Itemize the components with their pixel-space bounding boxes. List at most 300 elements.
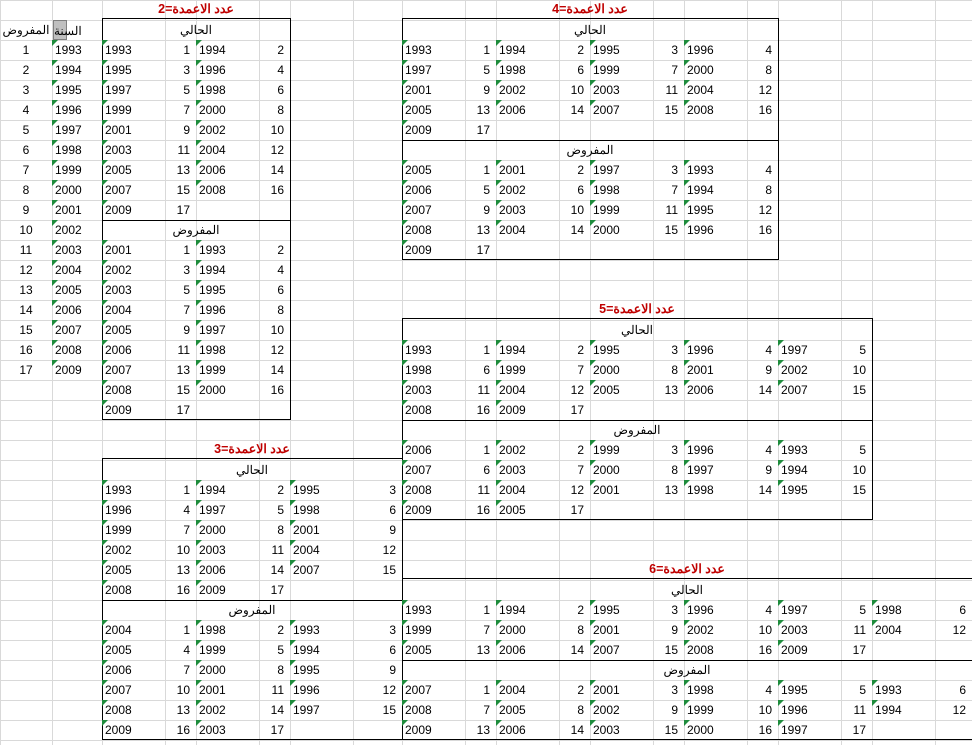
- year-cell[interactable]: 1994: [684, 180, 747, 200]
- year-cell[interactable]: 2003: [496, 200, 559, 220]
- year-cell[interactable]: 2007: [590, 640, 653, 660]
- year-cell[interactable]: 2006: [196, 160, 259, 180]
- index-cell[interactable]: 3: [671, 343, 678, 357]
- year-cell[interactable]: 2008: [102, 700, 165, 720]
- index-cell[interactable]: 12: [570, 383, 584, 397]
- year-cell[interactable]: 2004: [102, 300, 165, 320]
- index-cell[interactable]: 17: [270, 723, 284, 737]
- index-cell[interactable]: 13: [664, 383, 678, 397]
- index-cell[interactable]: 1: [483, 343, 490, 357]
- year-cell[interactable]: 1995: [590, 340, 653, 360]
- index-cell[interactable]: 12: [270, 343, 284, 357]
- index-cell[interactable]: 2: [577, 683, 584, 697]
- year-cell[interactable]: 2007: [402, 200, 465, 220]
- index-cell[interactable]: 7: [671, 183, 678, 197]
- index-cell[interactable]: 9: [765, 463, 772, 477]
- year-cell[interactable]: 1995: [590, 600, 653, 620]
- year-cell[interactable]: 2007: [52, 320, 102, 340]
- year-cell[interactable]: 2009: [102, 720, 165, 740]
- index-cell[interactable]: 3: [183, 63, 190, 77]
- year-cell[interactable]: 1994: [196, 480, 259, 500]
- index-cell[interactable]: 12: [952, 623, 966, 637]
- year-cell[interactable]: 1993: [778, 440, 841, 460]
- index-cell[interactable]: 8: [671, 363, 678, 377]
- index-cell[interactable]: 4: [765, 683, 772, 697]
- year-cell[interactable]: 2004: [496, 220, 559, 240]
- mafrood-cell[interactable]: 4: [22, 103, 30, 117]
- index-cell[interactable]: 13: [176, 563, 190, 577]
- index-cell[interactable]: 14: [570, 643, 584, 657]
- year-cell[interactable]: 1993: [402, 340, 465, 360]
- index-cell[interactable]: 16: [758, 103, 772, 117]
- index-cell[interactable]: 13: [476, 103, 490, 117]
- mafrood-cell[interactable]: 14: [19, 303, 33, 317]
- year-cell[interactable]: 2003: [778, 620, 841, 640]
- year-cell[interactable]: 2008: [684, 100, 747, 120]
- year-cell[interactable]: 1995: [196, 280, 259, 300]
- index-cell[interactable]: 14: [270, 363, 284, 377]
- year-cell[interactable]: 1993: [196, 240, 259, 260]
- index-cell[interactable]: 9: [765, 363, 772, 377]
- mafrood-cell[interactable]: 10: [19, 223, 33, 237]
- year-cell[interactable]: 2004: [496, 480, 559, 500]
- index-cell[interactable]: 11: [177, 143, 190, 157]
- year-cell[interactable]: 2002: [196, 120, 259, 140]
- index-cell[interactable]: 4: [765, 163, 772, 177]
- year-cell[interactable]: 1996: [684, 440, 747, 460]
- year-cell[interactable]: 2000: [52, 180, 102, 200]
- year-cell[interactable]: 2003: [196, 720, 259, 740]
- index-cell[interactable]: 5: [183, 283, 190, 297]
- year-cell[interactable]: 2001: [496, 160, 559, 180]
- year-cell[interactable]: 2007: [290, 560, 353, 580]
- index-cell[interactable]: 10: [852, 463, 866, 477]
- index-cell[interactable]: 5: [859, 603, 866, 617]
- index-cell[interactable]: 13: [476, 643, 490, 657]
- index-cell[interactable]: 11: [477, 483, 490, 497]
- index-cell[interactable]: 14: [570, 723, 584, 737]
- year-cell[interactable]: 1998: [872, 600, 935, 620]
- index-cell[interactable]: 6: [577, 183, 584, 197]
- index-cell[interactable]: 16: [758, 643, 772, 657]
- index-cell[interactable]: 8: [765, 183, 772, 197]
- index-cell[interactable]: 3: [389, 483, 396, 497]
- index-cell[interactable]: 8: [671, 463, 678, 477]
- year-cell[interactable]: 1997: [778, 720, 841, 740]
- year-cell[interactable]: 1996: [290, 680, 353, 700]
- index-cell[interactable]: 4: [277, 263, 284, 277]
- index-cell[interactable]: 17: [570, 503, 584, 517]
- year-cell[interactable]: 2008: [102, 380, 165, 400]
- index-cell[interactable]: 15: [664, 223, 678, 237]
- index-cell[interactable]: 17: [176, 203, 190, 217]
- index-cell[interactable]: 7: [183, 663, 190, 677]
- year-cell[interactable]: 1997: [402, 60, 465, 80]
- index-cell[interactable]: 2: [277, 43, 284, 57]
- index-cell[interactable]: 2: [277, 623, 284, 637]
- index-cell[interactable]: 10: [570, 203, 584, 217]
- year-cell[interactable]: 1997: [196, 320, 259, 340]
- index-cell[interactable]: 11: [177, 343, 190, 357]
- index-cell[interactable]: 4: [765, 443, 772, 457]
- year-cell[interactable]: 1993: [102, 480, 165, 500]
- index-cell[interactable]: 3: [671, 683, 678, 697]
- mafrood-cell[interactable]: 16: [19, 343, 33, 357]
- index-cell[interactable]: 15: [176, 383, 190, 397]
- year-cell[interactable]: 1995: [52, 80, 102, 100]
- year-cell[interactable]: 2005: [52, 280, 102, 300]
- mafrood-cell[interactable]: 8: [22, 183, 30, 197]
- year-cell[interactable]: 1997: [778, 600, 841, 620]
- year-cell[interactable]: 2006: [52, 300, 102, 320]
- index-cell[interactable]: 15: [382, 703, 396, 717]
- index-cell[interactable]: 11: [853, 623, 866, 637]
- year-cell[interactable]: 2004: [684, 80, 747, 100]
- year-cell[interactable]: 1993: [402, 600, 465, 620]
- mafrood-cell[interactable]: 13: [19, 283, 33, 297]
- year-cell[interactable]: 2008: [196, 180, 259, 200]
- index-cell[interactable]: 6: [577, 63, 584, 77]
- index-cell[interactable]: 13: [176, 363, 190, 377]
- index-cell[interactable]: 7: [183, 523, 190, 537]
- year-cell[interactable]: 2008: [402, 220, 465, 240]
- year-cell[interactable]: 2006: [196, 560, 259, 580]
- index-cell[interactable]: 14: [270, 563, 284, 577]
- year-cell[interactable]: 2002: [590, 700, 653, 720]
- index-cell[interactable]: 1: [483, 43, 490, 57]
- mafrood-cell[interactable]: 7: [22, 163, 30, 177]
- index-cell[interactable]: 15: [176, 183, 190, 197]
- year-cell[interactable]: 2009: [402, 120, 465, 140]
- year-cell[interactable]: 1997: [52, 120, 102, 140]
- index-cell[interactable]: 9: [483, 83, 490, 97]
- index-cell[interactable]: 15: [852, 483, 866, 497]
- index-cell[interactable]: 17: [476, 123, 490, 137]
- index-cell[interactable]: 9: [183, 323, 190, 337]
- index-cell[interactable]: 13: [664, 483, 678, 497]
- year-cell[interactable]: 2009: [496, 400, 559, 420]
- year-cell[interactable]: 2009: [102, 200, 165, 220]
- index-cell[interactable]: 5: [277, 503, 284, 517]
- year-cell[interactable]: 1998: [684, 680, 747, 700]
- index-cell[interactable]: 11: [665, 83, 678, 97]
- index-cell[interactable]: 17: [852, 723, 866, 737]
- index-cell[interactable]: 2: [577, 163, 584, 177]
- year-cell[interactable]: 1993: [52, 40, 102, 60]
- year-cell[interactable]: 2001: [684, 360, 747, 380]
- mafrood-cell[interactable]: 12: [19, 263, 33, 277]
- year-cell[interactable]: 2009: [402, 240, 465, 260]
- year-cell[interactable]: 2000: [196, 380, 259, 400]
- year-cell[interactable]: 2006: [402, 440, 465, 460]
- year-cell[interactable]: 2002: [496, 80, 559, 100]
- index-cell[interactable]: 13: [476, 223, 490, 237]
- year-cell[interactable]: 1997: [196, 500, 259, 520]
- year-cell[interactable]: 2006: [684, 380, 747, 400]
- year-cell[interactable]: 2003: [52, 240, 102, 260]
- index-cell[interactable]: 12: [758, 203, 772, 217]
- index-cell[interactable]: 7: [183, 303, 190, 317]
- index-cell[interactable]: 1: [183, 43, 190, 57]
- index-cell[interactable]: 3: [671, 443, 678, 457]
- year-cell[interactable]: 2009: [52, 360, 102, 380]
- year-cell[interactable]: 2009: [778, 640, 841, 660]
- year-cell[interactable]: 2000: [590, 360, 653, 380]
- index-cell[interactable]: 14: [270, 163, 284, 177]
- year-cell[interactable]: 2004: [872, 620, 935, 640]
- index-cell[interactable]: 6: [277, 283, 284, 297]
- index-cell[interactable]: 12: [758, 83, 772, 97]
- index-cell[interactable]: 1: [483, 163, 490, 177]
- index-cell[interactable]: 14: [758, 383, 772, 397]
- year-cell[interactable]: 2003: [590, 720, 653, 740]
- year-cell[interactable]: 2005: [402, 640, 465, 660]
- year-cell[interactable]: 1998: [590, 180, 653, 200]
- index-cell[interactable]: 11: [853, 703, 866, 717]
- year-cell[interactable]: 2008: [402, 480, 465, 500]
- year-cell[interactable]: 2005: [102, 160, 165, 180]
- index-cell[interactable]: 17: [270, 583, 284, 597]
- index-cell[interactable]: 4: [765, 343, 772, 357]
- year-cell[interactable]: 1995: [102, 60, 165, 80]
- index-cell[interactable]: 12: [270, 143, 284, 157]
- year-cell[interactable]: 2002: [684, 620, 747, 640]
- year-cell[interactable]: 1994: [196, 40, 259, 60]
- year-cell[interactable]: 1994: [778, 460, 841, 480]
- year-cell[interactable]: 2005: [102, 320, 165, 340]
- year-cell[interactable]: 2008: [684, 640, 747, 660]
- index-cell[interactable]: 5: [859, 443, 866, 457]
- index-cell[interactable]: 2: [577, 603, 584, 617]
- year-cell[interactable]: 2004: [52, 260, 102, 280]
- year-cell[interactable]: 2008: [402, 400, 465, 420]
- index-cell[interactable]: 1: [183, 243, 190, 257]
- mafrood-cell[interactable]: 15: [19, 323, 33, 337]
- index-cell[interactable]: 9: [389, 663, 396, 677]
- year-cell[interactable]: 2000: [196, 520, 259, 540]
- year-cell[interactable]: 1998: [196, 80, 259, 100]
- index-cell[interactable]: 14: [570, 103, 584, 117]
- index-cell[interactable]: 7: [483, 623, 490, 637]
- year-cell[interactable]: 2002: [196, 700, 259, 720]
- index-cell[interactable]: 2: [577, 443, 584, 457]
- year-cell[interactable]: 1998: [290, 500, 353, 520]
- mafrood-cell[interactable]: 11: [19, 243, 33, 257]
- year-cell[interactable]: 1996: [684, 340, 747, 360]
- index-cell[interactable]: 10: [852, 363, 866, 377]
- index-cell[interactable]: 8: [277, 103, 284, 117]
- year-cell[interactable]: 1993: [290, 620, 353, 640]
- index-cell[interactable]: 16: [270, 183, 284, 197]
- year-cell[interactable]: 2005: [402, 160, 465, 180]
- index-cell[interactable]: 9: [671, 623, 678, 637]
- index-cell[interactable]: 3: [671, 603, 678, 617]
- index-cell[interactable]: 10: [758, 703, 772, 717]
- year-cell[interactable]: 1997: [684, 460, 747, 480]
- year-cell[interactable]: 2007: [102, 680, 165, 700]
- year-cell[interactable]: 2004: [496, 380, 559, 400]
- year-cell[interactable]: 2006: [102, 660, 165, 680]
- year-cell[interactable]: 1997: [590, 160, 653, 180]
- year-cell[interactable]: 1994: [196, 260, 259, 280]
- year-cell[interactable]: 2002: [52, 220, 102, 240]
- index-cell[interactable]: 16: [476, 403, 490, 417]
- year-cell[interactable]: 1998: [196, 340, 259, 360]
- year-cell[interactable]: 2002: [102, 540, 165, 560]
- year-cell[interactable]: 2005: [102, 640, 165, 660]
- index-cell[interactable]: 13: [176, 703, 190, 717]
- year-cell[interactable]: 1996: [684, 40, 747, 60]
- year-cell[interactable]: 1999: [196, 360, 259, 380]
- index-cell[interactable]: 10: [270, 323, 284, 337]
- year-cell[interactable]: 2006: [496, 720, 559, 740]
- year-cell[interactable]: 2001: [402, 80, 465, 100]
- index-cell[interactable]: 6: [389, 643, 396, 657]
- year-cell[interactable]: 2009: [102, 400, 165, 420]
- index-cell[interactable]: 6: [483, 363, 490, 377]
- index-cell[interactable]: 12: [382, 543, 396, 557]
- year-cell[interactable]: 1994: [496, 340, 559, 360]
- year-cell[interactable]: 1999: [590, 200, 653, 220]
- year-cell[interactable]: 1996: [684, 220, 747, 240]
- year-cell[interactable]: 1993: [102, 40, 165, 60]
- index-cell[interactable]: 15: [664, 723, 678, 737]
- index-cell[interactable]: 17: [176, 403, 190, 417]
- year-cell[interactable]: 2007: [102, 180, 165, 200]
- year-cell[interactable]: 1994: [496, 600, 559, 620]
- year-cell[interactable]: 1995: [684, 200, 747, 220]
- index-cell[interactable]: 2: [577, 343, 584, 357]
- year-cell[interactable]: 2005: [402, 100, 465, 120]
- index-cell[interactable]: 2: [277, 483, 284, 497]
- year-cell[interactable]: 2004: [102, 620, 165, 640]
- index-cell[interactable]: 8: [577, 623, 584, 637]
- year-cell[interactable]: 1998: [684, 480, 747, 500]
- index-cell[interactable]: 14: [270, 703, 284, 717]
- year-cell[interactable]: 2001: [590, 620, 653, 640]
- year-cell[interactable]: 2001: [52, 200, 102, 220]
- year-cell[interactable]: 1996: [684, 600, 747, 620]
- year-cell[interactable]: 1996: [52, 100, 102, 120]
- year-cell[interactable]: 2003: [196, 540, 259, 560]
- index-cell[interactable]: 16: [176, 723, 190, 737]
- index-cell[interactable]: 4: [277, 63, 284, 77]
- year-cell[interactable]: 1994: [52, 60, 102, 80]
- index-cell[interactable]: 4: [183, 643, 190, 657]
- mafrood-cell[interactable]: 9: [22, 203, 30, 217]
- index-cell[interactable]: 7: [483, 703, 490, 717]
- year-cell[interactable]: 2003: [590, 80, 653, 100]
- index-cell[interactable]: 17: [852, 643, 866, 657]
- year-cell[interactable]: 1996: [778, 700, 841, 720]
- year-cell[interactable]: 1999: [102, 100, 165, 120]
- mafrood-cell[interactable]: 17: [19, 363, 33, 377]
- year-cell[interactable]: 1995: [778, 480, 841, 500]
- year-cell[interactable]: 2005: [590, 380, 653, 400]
- year-cell[interactable]: 1995: [590, 40, 653, 60]
- year-cell[interactable]: 2002: [778, 360, 841, 380]
- index-cell[interactable]: 15: [382, 563, 396, 577]
- column-header-sana[interactable]: السنة: [53, 20, 67, 40]
- index-cell[interactable]: 2: [577, 43, 584, 57]
- year-cell[interactable]: 2005: [496, 700, 559, 720]
- index-cell[interactable]: 13: [176, 163, 190, 177]
- year-cell[interactable]: 1994: [872, 700, 935, 720]
- year-cell[interactable]: 1999: [196, 640, 259, 660]
- index-cell[interactable]: 5: [483, 63, 490, 77]
- year-cell[interactable]: 1999: [590, 440, 653, 460]
- index-cell[interactable]: 7: [183, 103, 190, 117]
- index-cell[interactable]: 14: [570, 223, 584, 237]
- year-cell[interactable]: 1994: [290, 640, 353, 660]
- year-cell[interactable]: 1999: [52, 160, 102, 180]
- index-cell[interactable]: 9: [183, 123, 190, 137]
- year-cell[interactable]: 2006: [102, 340, 165, 360]
- year-cell[interactable]: 1994: [496, 40, 559, 60]
- year-cell[interactable]: 1998: [196, 620, 259, 640]
- year-cell[interactable]: 2003: [402, 380, 465, 400]
- year-cell[interactable]: 1999: [402, 620, 465, 640]
- index-cell[interactable]: 17: [570, 403, 584, 417]
- index-cell[interactable]: 12: [952, 703, 966, 717]
- year-cell[interactable]: 2002: [496, 440, 559, 460]
- year-cell[interactable]: 2009: [196, 580, 259, 600]
- index-cell[interactable]: 15: [852, 383, 866, 397]
- index-cell[interactable]: 4: [183, 503, 190, 517]
- year-cell[interactable]: 2008: [52, 340, 102, 360]
- year-cell[interactable]: 1996: [102, 500, 165, 520]
- year-cell[interactable]: 1997: [102, 80, 165, 100]
- index-cell[interactable]: 6: [959, 683, 966, 697]
- index-cell[interactable]: 11: [271, 683, 284, 697]
- index-cell[interactable]: 3: [389, 623, 396, 637]
- index-cell[interactable]: 5: [859, 683, 866, 697]
- index-cell[interactable]: 7: [577, 463, 584, 477]
- year-cell[interactable]: 2009: [402, 720, 465, 740]
- index-cell[interactable]: 1: [483, 603, 490, 617]
- year-cell[interactable]: 2004: [496, 680, 559, 700]
- year-cell[interactable]: 2000: [684, 720, 747, 740]
- year-cell[interactable]: 2007: [590, 100, 653, 120]
- index-cell[interactable]: 15: [664, 643, 678, 657]
- year-cell[interactable]: 2005: [496, 500, 559, 520]
- index-cell[interactable]: 16: [758, 723, 772, 737]
- index-cell[interactable]: 5: [183, 83, 190, 97]
- index-cell[interactable]: 6: [959, 603, 966, 617]
- index-cell[interactable]: 16: [758, 223, 772, 237]
- year-cell[interactable]: 2003: [102, 140, 165, 160]
- year-cell[interactable]: 2008: [102, 580, 165, 600]
- index-cell[interactable]: 14: [758, 483, 772, 497]
- year-cell[interactable]: 2001: [590, 680, 653, 700]
- year-cell[interactable]: 2001: [290, 520, 353, 540]
- year-cell[interactable]: 2002: [102, 260, 165, 280]
- year-cell[interactable]: 1999: [684, 700, 747, 720]
- mafrood-cell[interactable]: 5: [22, 123, 30, 137]
- index-cell[interactable]: 5: [483, 183, 490, 197]
- index-cell[interactable]: 8: [277, 663, 284, 677]
- year-cell[interactable]: 2004: [196, 140, 259, 160]
- year-cell[interactable]: 2006: [496, 640, 559, 660]
- index-cell[interactable]: 12: [382, 683, 396, 697]
- year-cell[interactable]: 2001: [590, 480, 653, 500]
- index-cell[interactable]: 1: [183, 483, 190, 497]
- year-cell[interactable]: 2000: [590, 460, 653, 480]
- year-cell[interactable]: 2007: [778, 380, 841, 400]
- index-cell[interactable]: 16: [270, 383, 284, 397]
- index-cell[interactable]: 17: [476, 243, 490, 257]
- year-cell[interactable]: 1999: [590, 60, 653, 80]
